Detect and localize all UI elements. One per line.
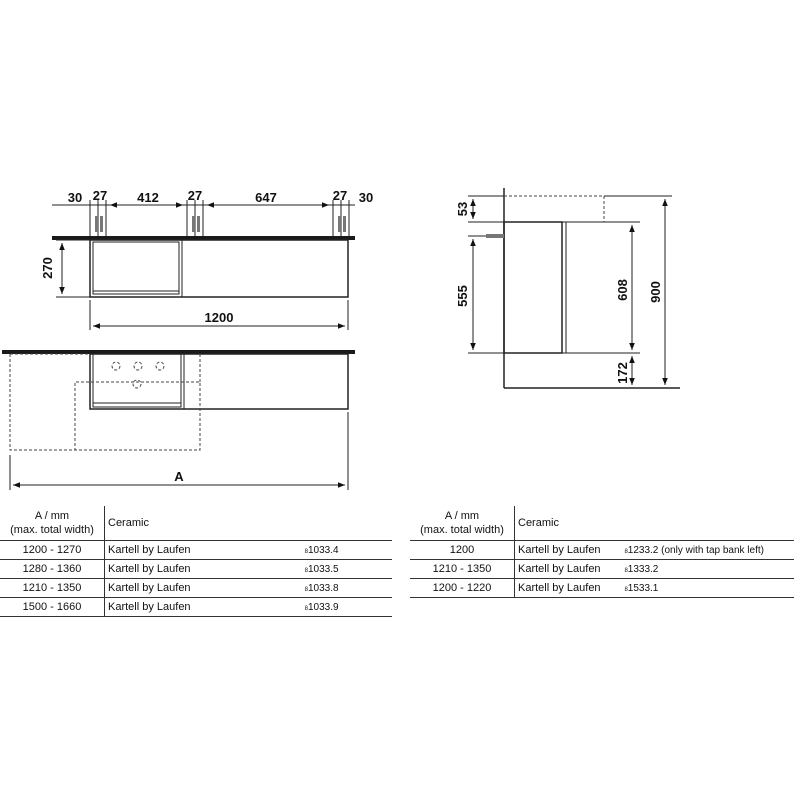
dim-plan-A: A xyxy=(174,469,184,484)
dim-front-height: 270 xyxy=(40,257,55,279)
spec-table-right xyxy=(410,506,794,598)
header-width-column xyxy=(0,506,105,541)
dim-front-30-left: 30 xyxy=(67,190,83,205)
dim-front-width: 1200 xyxy=(204,310,234,325)
cell-width: 1500 - 1660 xyxy=(0,598,105,617)
cell-width: 1200 - 1270 xyxy=(0,541,105,560)
cell-width: 1210 - 1350 xyxy=(0,579,105,598)
cell-ceramic: Kartell by Laufen xyxy=(105,598,301,617)
table-row xyxy=(0,560,392,579)
cell-ceramic: Kartell by Laufen xyxy=(515,541,621,560)
table-row xyxy=(0,598,392,617)
cell-ceramic: Kartell by Laufen xyxy=(105,541,301,560)
cell-width: 1280 - 1360 xyxy=(0,560,105,579)
table-header-row xyxy=(410,506,794,541)
front-elevation xyxy=(40,188,373,330)
dim-side-total-height: 900 xyxy=(648,281,663,303)
header-a-line1: A / mm xyxy=(34,510,70,522)
header-width-column xyxy=(410,506,515,541)
cell-ceramic: Kartell by Laufen xyxy=(515,560,621,579)
cell-ceramic: Kartell by Laufen xyxy=(515,579,621,598)
cell-width: 1200 xyxy=(410,541,515,560)
cell-ceramic: Kartell by Laufen xyxy=(105,579,301,598)
cell-width: 1210 - 1350 xyxy=(410,560,515,579)
cell-article: 81033.5 xyxy=(301,560,392,579)
dim-front-27-b: 27 xyxy=(187,188,203,203)
dim-side-floor-gap: 172 xyxy=(615,362,630,384)
cell-width: 1200 - 1220 xyxy=(410,579,515,598)
header-ceramic: Ceramic xyxy=(518,517,559,529)
spec-table-left xyxy=(0,506,392,617)
cell-ceramic: Kartell by Laufen xyxy=(105,560,301,579)
header-a-line2: (max. total width) xyxy=(10,524,94,536)
side-elevation xyxy=(455,188,680,388)
dim-front-27-a: 27 xyxy=(92,188,108,203)
dim-front-30-right: 30 xyxy=(358,190,374,205)
cell-article: 81333.2 xyxy=(620,560,794,579)
table-row xyxy=(0,541,392,560)
dim-front-27-c: 27 xyxy=(332,188,348,203)
cell-article: 81033.4 xyxy=(301,541,392,560)
table-row xyxy=(410,541,794,560)
dim-front-412: 412 xyxy=(137,190,159,205)
cell-article: 81033.8 xyxy=(301,579,392,598)
table-row xyxy=(410,579,794,598)
dim-side-cabinet-height: 555 xyxy=(455,285,470,307)
table-row xyxy=(0,579,392,598)
dim-side-top-gap: 53 xyxy=(455,201,470,217)
header-a-line2: (max. total width) xyxy=(420,524,504,536)
table-row xyxy=(410,560,794,579)
header-a-line1: A / mm xyxy=(444,510,480,522)
header-ceramic: Ceramic xyxy=(108,517,149,529)
cell-article: 81033.9 xyxy=(301,598,392,617)
plan-view xyxy=(2,350,355,490)
cell-article: 81233.2 (only with tap bank left) xyxy=(620,541,794,560)
dim-front-647: 647 xyxy=(255,190,277,205)
table-header-row xyxy=(0,506,392,541)
cell-article: 81533.1 xyxy=(620,579,794,598)
dim-side-mount-height: 608 xyxy=(615,279,630,301)
